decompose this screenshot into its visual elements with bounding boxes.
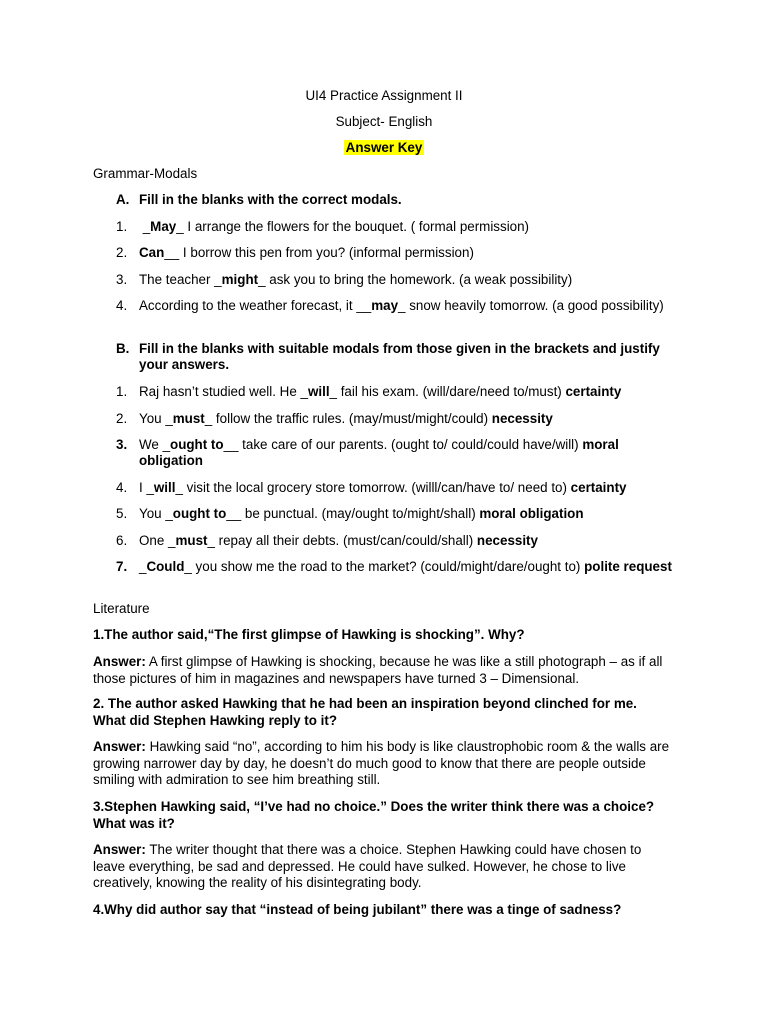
literature-heading: Literature xyxy=(93,601,150,616)
item-answer: Can xyxy=(139,245,165,260)
answer-3 xyxy=(93,842,673,892)
section-a-marker: A. xyxy=(116,192,130,207)
item-text xyxy=(139,437,673,470)
item-pre: You _ xyxy=(139,411,173,426)
item-text xyxy=(139,411,673,427)
section-b-title: Fill in the blanks with suitable modals from those given in the brackets and justify your answers. xyxy=(139,341,660,373)
item-post: _ visit the local grocery store tomorrow. (willl/can/have to/ need to) xyxy=(175,480,571,495)
item-number: 5. xyxy=(116,506,128,521)
item-pre: _ xyxy=(139,219,151,234)
item-answer: will xyxy=(153,480,176,495)
answer-1 xyxy=(93,654,673,687)
item-post: _ snow heavily tomorrow. (a good possibility) xyxy=(398,298,664,313)
answer-label: Answer: xyxy=(93,739,146,754)
item-pre: According to the weather forecast, it __ xyxy=(139,298,372,313)
item-pre: The teacher _ xyxy=(139,272,222,287)
document-subject: Subject- English xyxy=(335,114,433,129)
item-text xyxy=(139,533,673,549)
item-number: 3. xyxy=(116,272,128,287)
item-post: __ I borrow this pen from you? (informal permission) xyxy=(164,245,474,260)
item-justification: necessity xyxy=(476,533,538,548)
answer-key-highlight: Answer Key xyxy=(345,140,423,155)
item-number: 4. xyxy=(116,480,128,495)
item-number: 3. xyxy=(116,437,128,452)
answer-2 xyxy=(93,739,673,789)
item-answer: may xyxy=(371,298,399,313)
item-justification: moral obligation xyxy=(479,506,584,521)
item-answer: will xyxy=(307,384,330,399)
item-text xyxy=(139,384,673,400)
item-answer: May xyxy=(150,219,177,234)
answer-label: Answer: xyxy=(93,842,146,857)
question-4: 4.Why did author say that “instead of being jubilant” there was a tinge of sadness? xyxy=(93,902,622,917)
item-text xyxy=(139,245,673,261)
grammar-heading: Grammar-Modals xyxy=(93,166,198,181)
item-number: 2. xyxy=(116,411,128,426)
item-text xyxy=(139,559,673,575)
item-number: 6. xyxy=(116,533,128,548)
answer-text: A first glimpse of Hawking is shocking, because he was like a still photograph – as if all those pictures of him in magazines and newspapers have turned 3 – Dimensional. xyxy=(93,654,663,686)
item-post: _ fail his exam. (will/dare/need to/must) xyxy=(329,384,566,399)
item-answer: might xyxy=(221,272,259,287)
item-number: 1. xyxy=(116,219,128,234)
item-text xyxy=(139,506,673,522)
item-answer: Could xyxy=(146,559,185,574)
item-post: __ be punctual. (may/ought to/might/shall) xyxy=(226,506,480,521)
item-justification: necessity xyxy=(491,411,553,426)
document-title: UI4 Practice Assignment II xyxy=(305,88,463,103)
answer-key-label xyxy=(0,140,768,156)
item-text xyxy=(139,480,673,496)
question-3: 3.Stephen Hawking said, “I’ve had no choice.” Does the writer think there was a choice? What was it? xyxy=(93,799,655,831)
item-answer: must xyxy=(172,411,205,426)
item-justification: polite request xyxy=(584,559,672,574)
item-number: 4. xyxy=(116,298,128,313)
item-pre: Raj hasn’t studied well. He _ xyxy=(139,384,308,399)
item-pre: _ xyxy=(139,559,147,574)
item-answer: must xyxy=(175,533,208,548)
item-post: _ follow the traffic rules. (may/must/might/could) xyxy=(204,411,492,426)
item-answer: ought to xyxy=(172,506,227,521)
item-answer: ought to xyxy=(170,437,224,452)
question-1: 1.The author said,“The first glimpse of Hawking is shocking”. Why? xyxy=(93,627,525,642)
question-2: 2. The author asked Hawking that he had been an inspiration beyond clinched for me. What did Stephen Hawking reply to it? xyxy=(93,696,637,728)
item-pre: You _ xyxy=(139,506,173,521)
section-a-title: Fill in the blanks with the correct modals. xyxy=(139,192,402,207)
item-justification: certainty xyxy=(565,384,622,399)
item-number: 2. xyxy=(116,245,128,260)
item-number: 1. xyxy=(116,384,128,399)
item-post: _ you show me the road to the market? (could/might/dare/ought to) xyxy=(184,559,585,574)
item-text xyxy=(139,272,673,288)
item-pre: One _ xyxy=(139,533,176,548)
item-pre: We _ xyxy=(139,437,171,452)
item-text xyxy=(139,219,673,235)
item-post: _ ask you to bring the homework. (a weak possibility) xyxy=(258,272,573,287)
item-text xyxy=(139,298,673,314)
answer-text: Hawking said “no”, according to him his body is like claustrophobic room & the walls are growing narrower day by day, he doesn’t do much good to know that there are people outside smiling with admiration to see him breathing still. xyxy=(93,739,670,787)
item-post: _ repay all their debts. (must/can/could/shall) xyxy=(207,533,477,548)
section-b-marker: B. xyxy=(116,341,130,356)
item-post: __ take care of our parents. (ought to/ could/could have/will) xyxy=(223,437,583,452)
item-justification: certainty xyxy=(570,480,627,495)
item-justification: moral obligation xyxy=(139,437,619,469)
item-pre: I _ xyxy=(139,480,154,495)
item-post: _ I arrange the flowers for the bouquet. ( formal permission) xyxy=(176,219,530,234)
item-number: 7. xyxy=(116,559,128,574)
answer-label: Answer: xyxy=(93,654,146,669)
answer-text: The writer thought that there was a choice. Stephen Hawking could have chosen to leave everything, be sad and depressed. He could have sulked. However, he chose to live creatively, knowing the reality of his disintegrating body. xyxy=(93,842,642,890)
